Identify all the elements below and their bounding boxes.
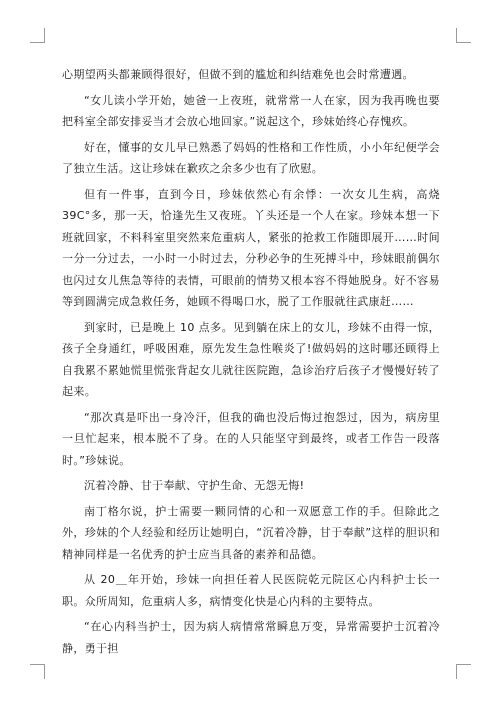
crop-mark-top-left	[30, 28, 45, 43]
crop-mark-bottom-right	[456, 664, 471, 679]
paragraph-3: 好在，懂事的女儿早已熟悉了妈妈的性格和工作性质，小小年纪便学会了独立生活。这让珍妹在歉疚之余多少也有了欣慰。	[62, 140, 440, 175]
paragraph-8: 南丁格尔说，护士需要一颗同情的心和一双愿意工作的手。但除此之外，珍妹的个人经验和经历让她明白，“沉着冷静，甘于奉献”这样的胆识和精神同样是一名优秀的护士应当具备的素养和品德。	[62, 504, 440, 561]
paragraph-2: “女儿读小学开始，她爸一上夜班，就常常一人在家，因为我再晚也要把科室全部安排妥当才会放心地回家。”说起这个，珍妹始终心存愧疚。	[62, 93, 440, 128]
paragraph-5: 到家时，已是晚上 10 点多。见到躺在床上的女儿，珍妹不由得一惊，孩子全身通红，呼吸困难，原先发生急性喉炎了!做妈妈的这时哪还顾得上自我累不累她慌里慌张背起女儿就往医院跑，急诊治疗后孩子才慢慢好转了起来。	[62, 320, 440, 398]
paragraph-4: 但有一件事，直到今日，珍妹依然心有余悸：一次女儿生病，高烧 39C°多，那一天，恰逢先生又夜班。丫头还是一个人在家。珍妹本想一下班就回家，不料科室里突然来危重病人，紧张的抢救工作随即展开……时间一分一分过去，一小时一小时过去，分秒必争的生死搏斗中，珍妹眼前偶尔也闪过女儿焦急等待的表情，可眼前的情势又根本容不得她脱身。好不容易等到圆满完成急救任务，她顾不得喝口水，脱了工作服就往武康赶……	[62, 187, 440, 308]
paragraph-6: “那次真是吓出一身冷汗，但我的确也没后悔过抱怨过，因为，病房里一旦忙起来，根本脱不了身。在的人只能坚守到最终，或者工作告一段落时。”珍妹说。	[62, 410, 440, 467]
crop-mark-top-right	[456, 28, 471, 43]
crop-mark-bottom-left	[30, 664, 45, 679]
paragraph-7: 沉着冷静、甘于奉献、守护生命、无怨无悔!	[84, 479, 305, 492]
paragraph-9: 从 20＿年开始，珍妹一向担任着人民医院乾元院区心内科护士长一职。众所周知，危重病人多，病情变化快是心内科的主要特点。	[62, 573, 440, 608]
document-body	[62, 64, 440, 663]
paragraph-1: 心期望两头都兼顾得很好，但做不到的尴尬和纠结难免也会时常遭遇。	[62, 68, 414, 81]
paragraph-10: “在心内科当护士，因为病人病情常常瞬息万变，异常需要护士沉着冷静，勇于担	[62, 620, 440, 655]
